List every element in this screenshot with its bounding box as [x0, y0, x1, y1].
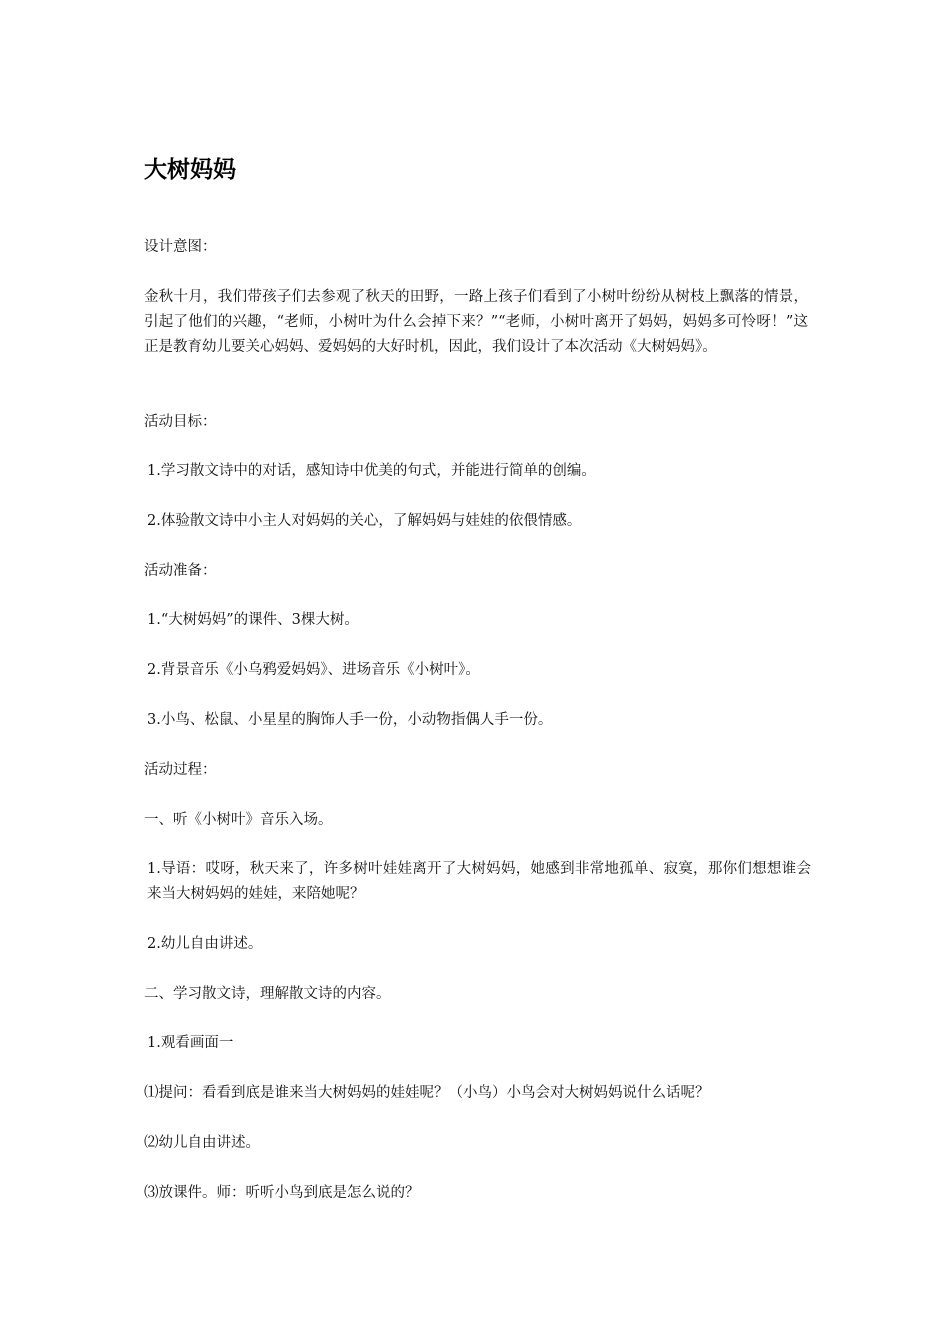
- section-heading-activity-goals: 活动目标：: [144, 414, 217, 430]
- step-heading-1: 一、听《小树叶》音乐入场。: [144, 812, 333, 828]
- step-heading-2: 二、学习散文诗，理解散文诗的内容。: [144, 986, 391, 1002]
- sub-item-question-3: ⑶放课件。师：听听小鸟到底是怎么说的？: [144, 1185, 420, 1201]
- list-item-step1-1: 1.导语：哎呀，秋天来了，许多树叶娃娃离开了大树妈妈，她感到非常地孤单、寂寞，那你们想想谁会来当大树妈妈的娃娃，来陪她呢？: [147, 861, 811, 902]
- section-heading-design-intent: 设计意图：: [144, 239, 217, 255]
- section-heading-activity-prep: 活动准备：: [144, 563, 217, 579]
- list-item-step1-2: 2.幼儿自由讲述。: [147, 936, 263, 952]
- section-heading-activity-process: 活动过程：: [144, 762, 217, 778]
- list-item-goal-2: 2.体验散文诗中小主人对妈妈的关心，了解妈妈与娃娃的依偎情感。: [147, 513, 582, 529]
- list-item-goal-1: 1.学习散文诗中的对话，感知诗中优美的句式，并能进行简单的创编。: [147, 463, 596, 479]
- list-item-prep-3: 3.小鸟、松鼠、小星星的胸饰人手一份，小动物指偶人手一份。: [147, 712, 553, 728]
- document-title: 大树妈妈: [144, 157, 236, 183]
- sub-item-question-1: ⑴提问：看看到底是谁来当大树妈妈的娃娃呢？（小鸟）小鸟会对大树妈妈说什么话呢？: [144, 1085, 710, 1101]
- list-item-step2-1: 1.观看画面一: [147, 1035, 234, 1051]
- list-item-prep-1: 1.“大树妈妈”的课件、3棵大树。: [147, 612, 359, 628]
- sub-item-question-2: ⑵幼儿自由讲述。: [144, 1135, 260, 1151]
- paragraph-design-intent-body: 金秋十月，我们带孩子们去参观了秋天的田野，一路上孩子们看到了小树叶纷纷从树枝上飘落的情景，引起了他们的兴趣，“老师，小树叶为什么会掉下来？”“老师，小树叶离开了妈妈，妈妈多可怜呀！”这正是教育幼儿要关心妈妈、爱妈妈的大好时机，因此，我们设计了本次活动《大树妈妈》。: [144, 289, 808, 355]
- list-item-prep-2: 2.背景音乐《小乌鸦爱妈妈》、进场音乐《小树叶》。: [147, 662, 480, 678]
